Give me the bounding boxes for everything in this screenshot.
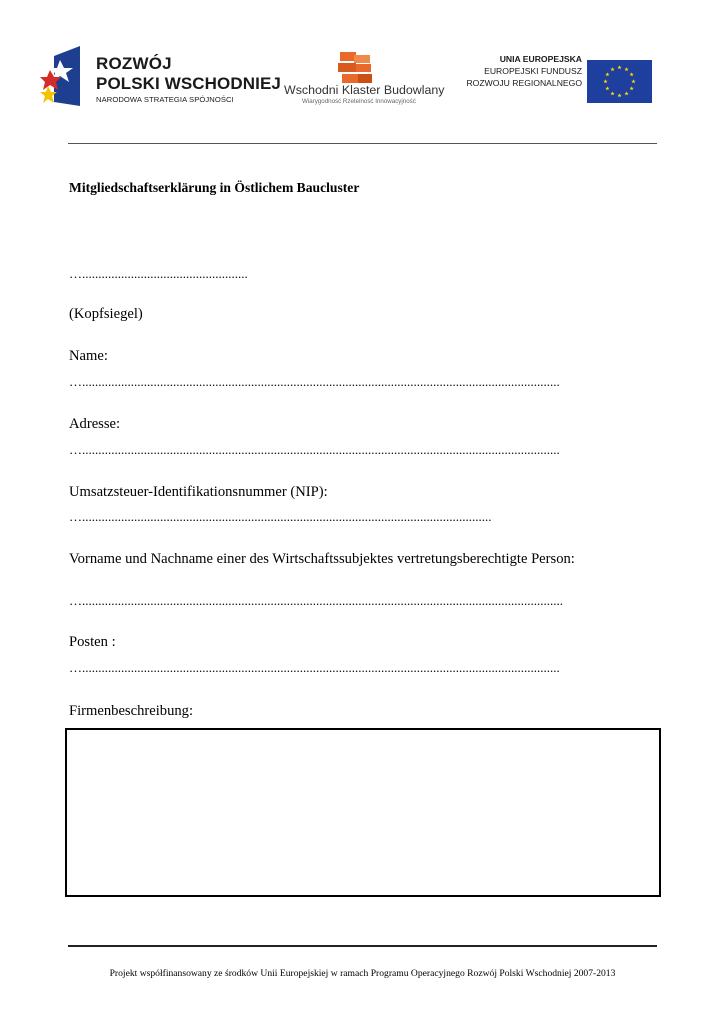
ue-line1: UNIA EUROPEJSKA [499, 54, 582, 64]
representative-person-dotted-line[interactable]: ….................................................................................................................................................... [69, 593, 563, 608]
seal-label: (Kopfsiegel) [69, 306, 143, 322]
nip-dotted-line[interactable]: ….............................................................................................................................. [69, 509, 492, 524]
rpw-emblem-icon [40, 42, 82, 108]
unia-europejska-text [466, 54, 582, 100]
form-title: Mitgliedschaftserklärung in Östlichem Baucluster [69, 180, 360, 195]
company-description-label: Firmenbeschreibung: [69, 703, 194, 719]
seal-dotted-line[interactable]: …................................................... [69, 266, 248, 281]
rpw-logo-line1: ROZWÓJ [96, 54, 172, 73]
ue-line3: ROZWOJU REGIONALNEGO [466, 78, 582, 88]
address-dotted-line[interactable]: …................................................................................................................................................... [69, 442, 560, 457]
wschodni-klaster-budowlany-logo [284, 52, 445, 110]
wkb-logo-name: Wschodni Klaster Budowlany [284, 83, 445, 97]
rozwoj-polski-wschodniej-logo [40, 42, 281, 108]
ue-line2: EUROPEJSKI FUNDUSZ [484, 66, 582, 76]
name-label: Name: [69, 348, 108, 364]
wkb-logo-tagline: Wiarygodność Rzetelność Innowacyjność [302, 98, 416, 105]
representative-person-label: Vorname und Nachname einer des Wirtschaftssubjektes vertretungsberechtigte Person: [69, 551, 575, 567]
eu-flag-icon [587, 60, 652, 103]
header-divider [68, 143, 657, 144]
footer-text: Projekt współfinansowany ze środków Unii Europejskiej w ramach Programu Operacyjnego Rozwój Polski Wschodniej 2007-2013 [109, 968, 616, 979]
nip-label: Umsatzsteuer-Identifikationsnummer (NIP): [69, 484, 328, 500]
company-description-box[interactable] [65, 728, 661, 897]
rpw-logo-subtitle: NARODOWA STRATEGIA SPÓJNOŚCI [96, 95, 234, 104]
post-dotted-line[interactable]: …................................................................................................................................................... [69, 660, 560, 675]
name-dotted-line[interactable]: …................................................................................................................................................... [69, 374, 560, 389]
rpw-logo-line2: POLSKI WSCHODNIEJ [96, 74, 281, 93]
post-label: Posten : [69, 634, 116, 650]
address-label: Adresse: [69, 416, 121, 432]
brick-stack-icon [336, 52, 374, 84]
footer-divider [68, 945, 657, 947]
